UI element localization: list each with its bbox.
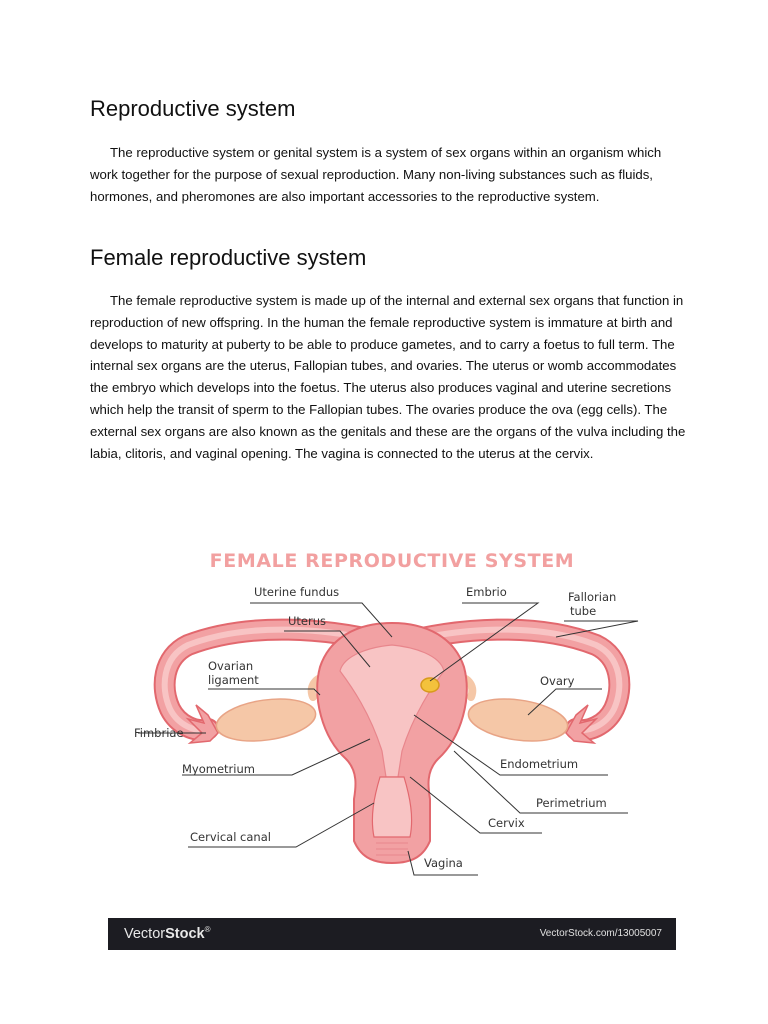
label-ovary: Ovary: [540, 674, 575, 688]
label-cervical-canal: Cervical canal: [190, 830, 271, 844]
embryo: [421, 678, 439, 692]
label-uterus: Uterus: [288, 614, 327, 628]
label-fallorian-line2: tube: [570, 604, 597, 618]
label-fimbriae: Fimbriae: [134, 726, 184, 740]
brand-bold: Stock: [165, 925, 205, 942]
paragraph-female-reproductive-system: The female reproductive system is made up of the internal and external sex organs that function in reproduction of new offspring. In the human the female reproductive system is immature at birth and develops to maturity at puberty to be able to produce gametes, and to carry a foetus to full term. The internal sex organs are the uterus, Fallopian tubes, and ovaries. The uterus or womb accommodates the embryo which develops into the foetus. The uterus also produces vaginal and uterine secretions which help the transit of sperm to the Fallopian tubes. The ovaries produce the ova (egg cells). The external sex organs are also known as the genitals and these are the organs of the vulva including the labia, clitoris, and vaginal opening. The vagina is connected to the uterus at the cervix.: [90, 293, 686, 461]
paragraph-reproductive-system: The reproductive system or genital system is a system of sex organs within an organism which work together for the purpose of sexual reproduction. Many non-living substances such as fluids, hormones, and pheromones are also important accessories to the reproductive system.: [90, 145, 662, 204]
vectorstock-id: VectorStock.com/13005007: [539, 928, 662, 939]
brand-regular: Vector: [124, 925, 166, 942]
brand-mark: ®: [204, 925, 211, 934]
label-vagina: Vagina: [424, 856, 463, 870]
label-ovarian-line1: Ovarian: [208, 659, 254, 673]
vectorstock-footer: [108, 918, 676, 950]
heading-reproductive-system: Reproductive system: [90, 96, 296, 121]
figure-title: FEMALE REPRODUCTIVE SYSTEM: [209, 550, 575, 572]
label-uterine-fundus: Uterine fundus: [254, 585, 340, 599]
label-cervix: Cervix: [488, 816, 525, 830]
label-myometrium: Myometrium: [182, 762, 255, 776]
cervical-canal-shape: [372, 777, 411, 837]
label-fallorian-line1: Fallorian: [568, 590, 617, 604]
ovary-left: [214, 693, 319, 747]
ovary-right: [466, 693, 571, 747]
vectorstock-logo: [124, 925, 211, 942]
label-endometrium: Endometrium: [500, 757, 579, 771]
anatomy-figure: [108, 537, 676, 952]
label-ovarian-line2: ligament: [208, 673, 259, 687]
heading-female-reproductive-system: Female reproductive system: [90, 245, 367, 270]
label-perimetrium: Perimetrium: [536, 796, 607, 810]
label-embrio: Embrio: [466, 585, 507, 599]
